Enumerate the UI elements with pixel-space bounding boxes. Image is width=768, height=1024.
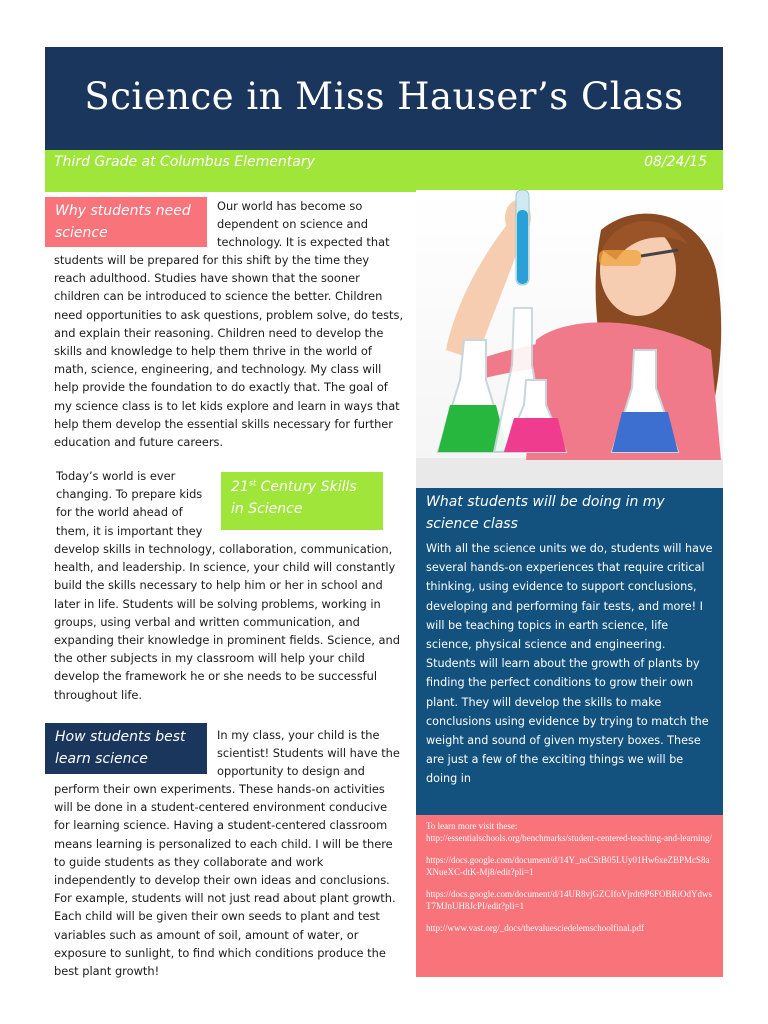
school-name: Third Grade at Columbus Elementary bbox=[54, 154, 315, 170]
subtitle-bar bbox=[45, 150, 723, 192]
label-rest: Century Skills in Science bbox=[231, 479, 357, 517]
resource-link[interactable]: http://www.vast.org/_docs/thevaluesciedelemschoolfinal.pdf bbox=[426, 923, 644, 933]
resource-link[interactable]: http://essentialschools.org/benchmarks/student-centered-teaching-and-learning/ bbox=[426, 833, 712, 843]
page-title: Science in Miss Hauser’s Class bbox=[84, 75, 684, 118]
sidebar-heading: What students will be doing in my science class bbox=[426, 494, 665, 532]
section-text: Today’s world is ever changing. To prepare kids for the world ahead of them, it is important they bbox=[56, 469, 203, 538]
section-text: In my class, your child is the scientist! Students will have the opportunity to design and bbox=[217, 728, 400, 779]
sidebar-panel bbox=[416, 488, 723, 815]
section-text: Our world has become so dependent on science and technology. It is expected that bbox=[217, 199, 390, 250]
resources-intro: To learn more visit these: bbox=[426, 821, 518, 831]
header-banner bbox=[45, 47, 723, 150]
section-label-how-learn: How students best learn science bbox=[45, 723, 207, 774]
label-superscript: st bbox=[248, 478, 257, 488]
section-label-21st-century bbox=[221, 472, 383, 530]
section-text: students will be prepared for this shift by the time they reach adulthood. Studies have shown that the sooner children can be introduced to science the better. Children need opportunities to ask questions, problem solve, do tests, and explain their reasoning. Children need to develop the skills and knowledge to help them thrive in the world of math, science, engineering, and technology. My class will help provide the foundation to do exactly that. The goal of my science class is to let kids explore and learn in ways that help them develop the essential skills necessary for further education and future careers. bbox=[54, 253, 404, 450]
section-text: develop skills in technology, collaboration, communication, health, and leadership. In science, your child will constantly build the skills necessary to help him or her in school and later in life. Students will be solving problems, working in groups, using verbal and written communication, and expanding their knowledge in prominent fields. Science, and the other subjects in my classroom will help your child develop the framework he or she needs to be successful throughout life. bbox=[54, 542, 400, 702]
resources-panel bbox=[416, 815, 723, 977]
section-label-why-science: Why students need science bbox=[45, 197, 207, 247]
label-number: 21 bbox=[231, 479, 249, 495]
date: 08/24/15 bbox=[644, 154, 707, 170]
girl-with-test-tube-photo bbox=[416, 190, 723, 488]
section-text: perform their own experiments. These hands-on activities will be done in a student-centered environment conducive for learning science. Having a student-centered classroom means learning is personalized to each child. I will be there to guide students as they collaborate and work independently to develop their own ideas and conclusions. For example, students will not just read about plant growth. Each child will be given their own seeds to plant and test variables such as amount of soil, amount of water, or exposure to sunlight, to find which conditions produce the best plant growth! bbox=[54, 782, 396, 979]
resource-link[interactable]: https://docs.google.com/document/d/14Y_nsCStB05LUy01Hw6xeZBPMcS8aXNueXC-dtK-Mj8/edit?pli=1 bbox=[426, 855, 710, 877]
resource-link[interactable]: https://docs.google.com/document/d/14UR8vjGZCIfoVjrdt6P6FOBRiOdYdwsT7MJnUH8JcPI/edit?pli=1 bbox=[426, 889, 712, 911]
sidebar-text: With all the science units we do, students will have several hands-on experiences that require critical thinking, using evidence to support conclusions, developing and performing fair tests, and more! I will be teaching topics in earth science, life science, physical science and engineering. Students will learn about the growth of plants by finding the perfect conditions to grow their own plant. They will develop the skills to make conclusions using evidence by trying to match the weight and sound of given mystery boxes. These are just a few of the exciting things we will be doing in bbox=[426, 542, 713, 786]
